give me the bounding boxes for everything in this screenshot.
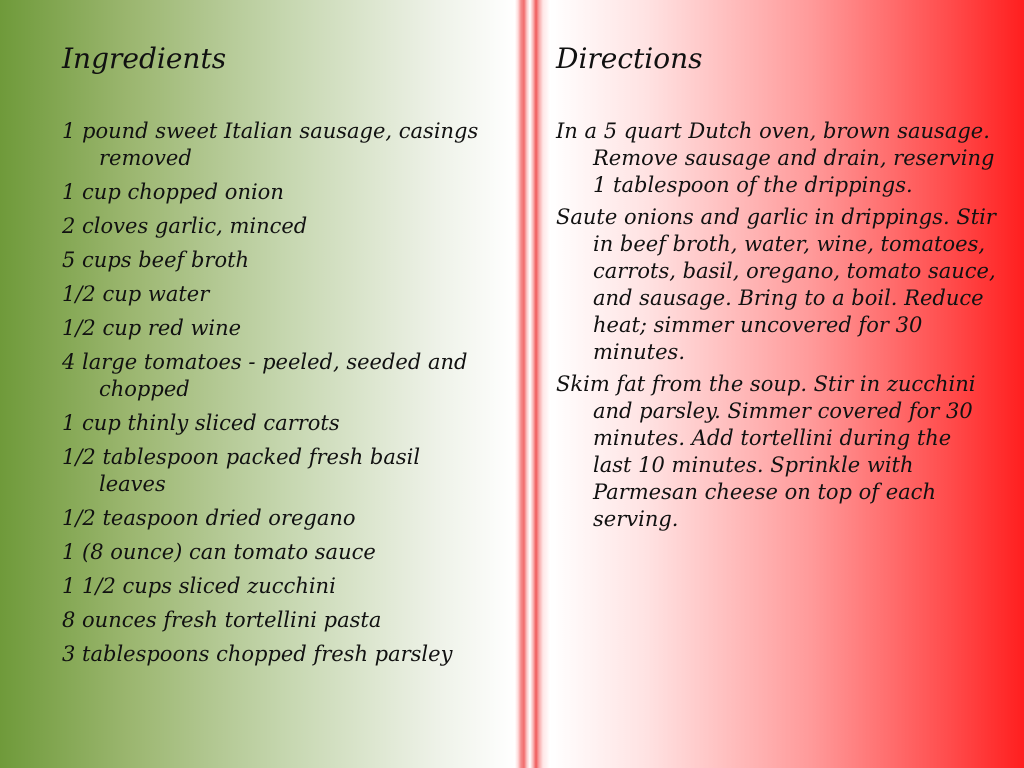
directions-title: Directions <box>556 42 703 75</box>
direction-step: Skim fat from the soup. Stir in zucchini and parsley. Simmer covered for 30 minutes. Add tortellini during the last 10 minutes. Sprinkle with Parmesan cheese on top of each serving. <box>556 372 976 531</box>
ingredient-item: 5 cups beef broth <box>62 248 250 272</box>
ingredient-item: 2 cloves garlic, minced <box>62 214 308 238</box>
ingredient-item: 1 (8 ounce) can tomato sauce <box>62 540 376 564</box>
direction-step: Saute onions and garlic in drippings. Stir in beef broth, water, wine, tomatoes, carrots, basil, oregano, tomato sauce, and sausage. Bring to a boil. Reduce heat; simmer uncovered for 30 minutes. <box>556 205 996 364</box>
center-divider <box>515 0 550 768</box>
ingredients-title: Ingredients <box>62 42 227 75</box>
ingredient-item: 1/2 cup water <box>62 282 210 306</box>
ingredient-item: 1 cup chopped onion <box>62 180 284 204</box>
ingredient-item: 1 1/2 cups sliced zucchini <box>62 574 336 598</box>
ingredient-item: 1 cup thinly sliced carrots <box>62 411 340 435</box>
direction-step: In a 5 quart Dutch oven, brown sausage. Remove sausage and drain, reserving 1 tablespoon of the drippings. <box>556 119 995 197</box>
ingredient-item: 1 pound sweet Italian sausage, casings removed <box>62 119 479 170</box>
ingredients-list <box>62 118 492 675</box>
ingredient-item: 4 large tomatoes - peeled, seeded and chopped <box>62 350 468 401</box>
ingredient-item: 1/2 cup red wine <box>62 316 242 340</box>
ingredient-item: 1/2 teaspoon dried oregano <box>62 506 356 530</box>
ingredient-item: 1/2 tablespoon packed fresh basil leaves <box>62 445 421 496</box>
ingredient-item: 3 tablespoons chopped fresh parsley <box>62 642 453 666</box>
ingredient-item: 8 ounces fresh tortellini pasta <box>62 608 382 632</box>
directions-list <box>556 118 996 538</box>
